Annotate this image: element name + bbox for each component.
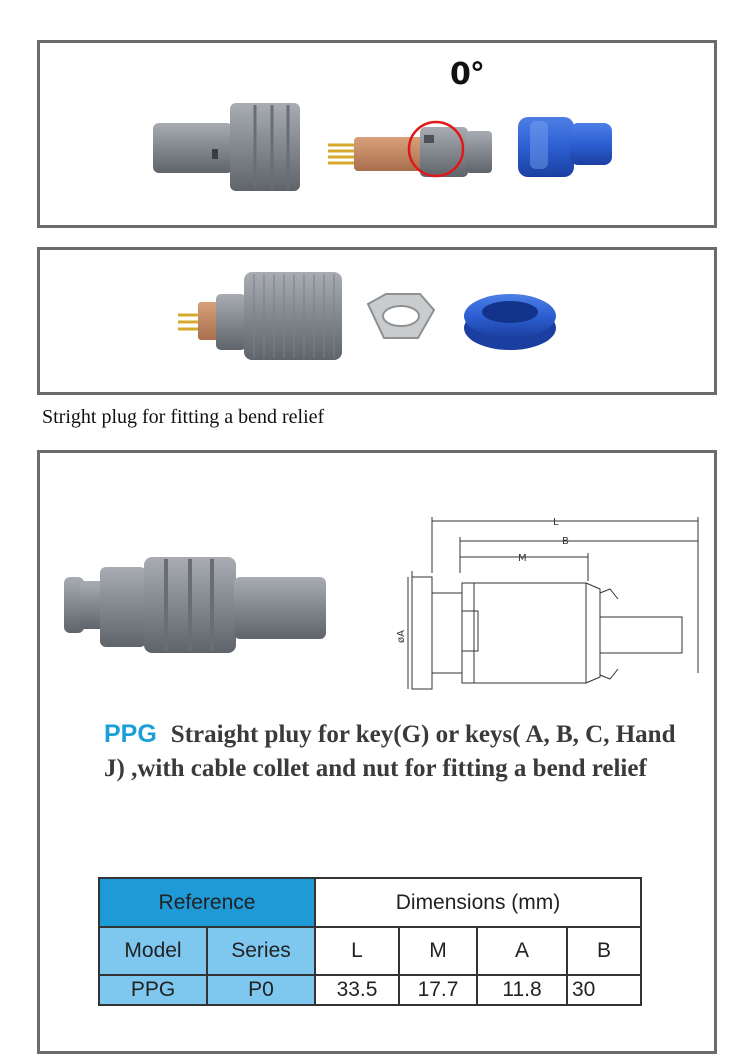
table-row — [99, 975, 641, 1005]
blue-cable-cap — [518, 117, 612, 177]
cell-M: 17.7 — [399, 975, 477, 1005]
col-header-M: M — [399, 927, 477, 975]
receptacle-parts-photo-panel — [37, 247, 717, 395]
cell-series: P0 — [207, 975, 315, 1005]
product-code: PPG — [104, 720, 157, 748]
product-spec-panel — [37, 450, 717, 1054]
grey-housing — [153, 103, 300, 191]
col-header-L: L — [315, 927, 399, 975]
receptacle-parts-illustration — [40, 250, 714, 392]
angle-label: 0° — [450, 57, 484, 92]
reference-header: Reference — [99, 878, 315, 927]
col-header-B: B — [567, 927, 641, 975]
product-title — [104, 717, 684, 786]
dim-label-diameter-A: øA — [396, 630, 407, 643]
dim-label-L: L — [553, 517, 559, 528]
cell-A: 11.8 — [477, 975, 567, 1005]
connector-parts-photo-panel — [37, 40, 717, 228]
cell-model: PPG — [99, 975, 207, 1005]
plug-photo — [64, 557, 326, 653]
product-description: Straight pluy for key(G) or keys( A, B, C, Hand J) ,with cable collet and nut for fitting a bend relief — [104, 721, 676, 782]
col-header-model: Model — [99, 927, 207, 975]
product-photo-and-drawing — [40, 453, 714, 713]
dim-label-M: M — [518, 553, 527, 564]
cell-L: 33.5 — [315, 975, 399, 1005]
cell-B: 30 — [567, 975, 641, 1005]
col-header-A: A — [477, 927, 567, 975]
technical-drawing — [408, 517, 698, 689]
dimensions-header: Dimensions (mm) — [315, 878, 641, 927]
blue-cap-ring — [464, 294, 556, 350]
grey-receptacle — [178, 272, 342, 360]
connector-parts-illustration — [40, 43, 714, 225]
col-header-series: Series — [207, 927, 315, 975]
caption-text: Stright plug for fitting a bend relief — [42, 406, 325, 428]
dimensions-table — [98, 877, 642, 1006]
hex-nut — [368, 294, 434, 338]
dim-label-B: B — [562, 536, 569, 547]
